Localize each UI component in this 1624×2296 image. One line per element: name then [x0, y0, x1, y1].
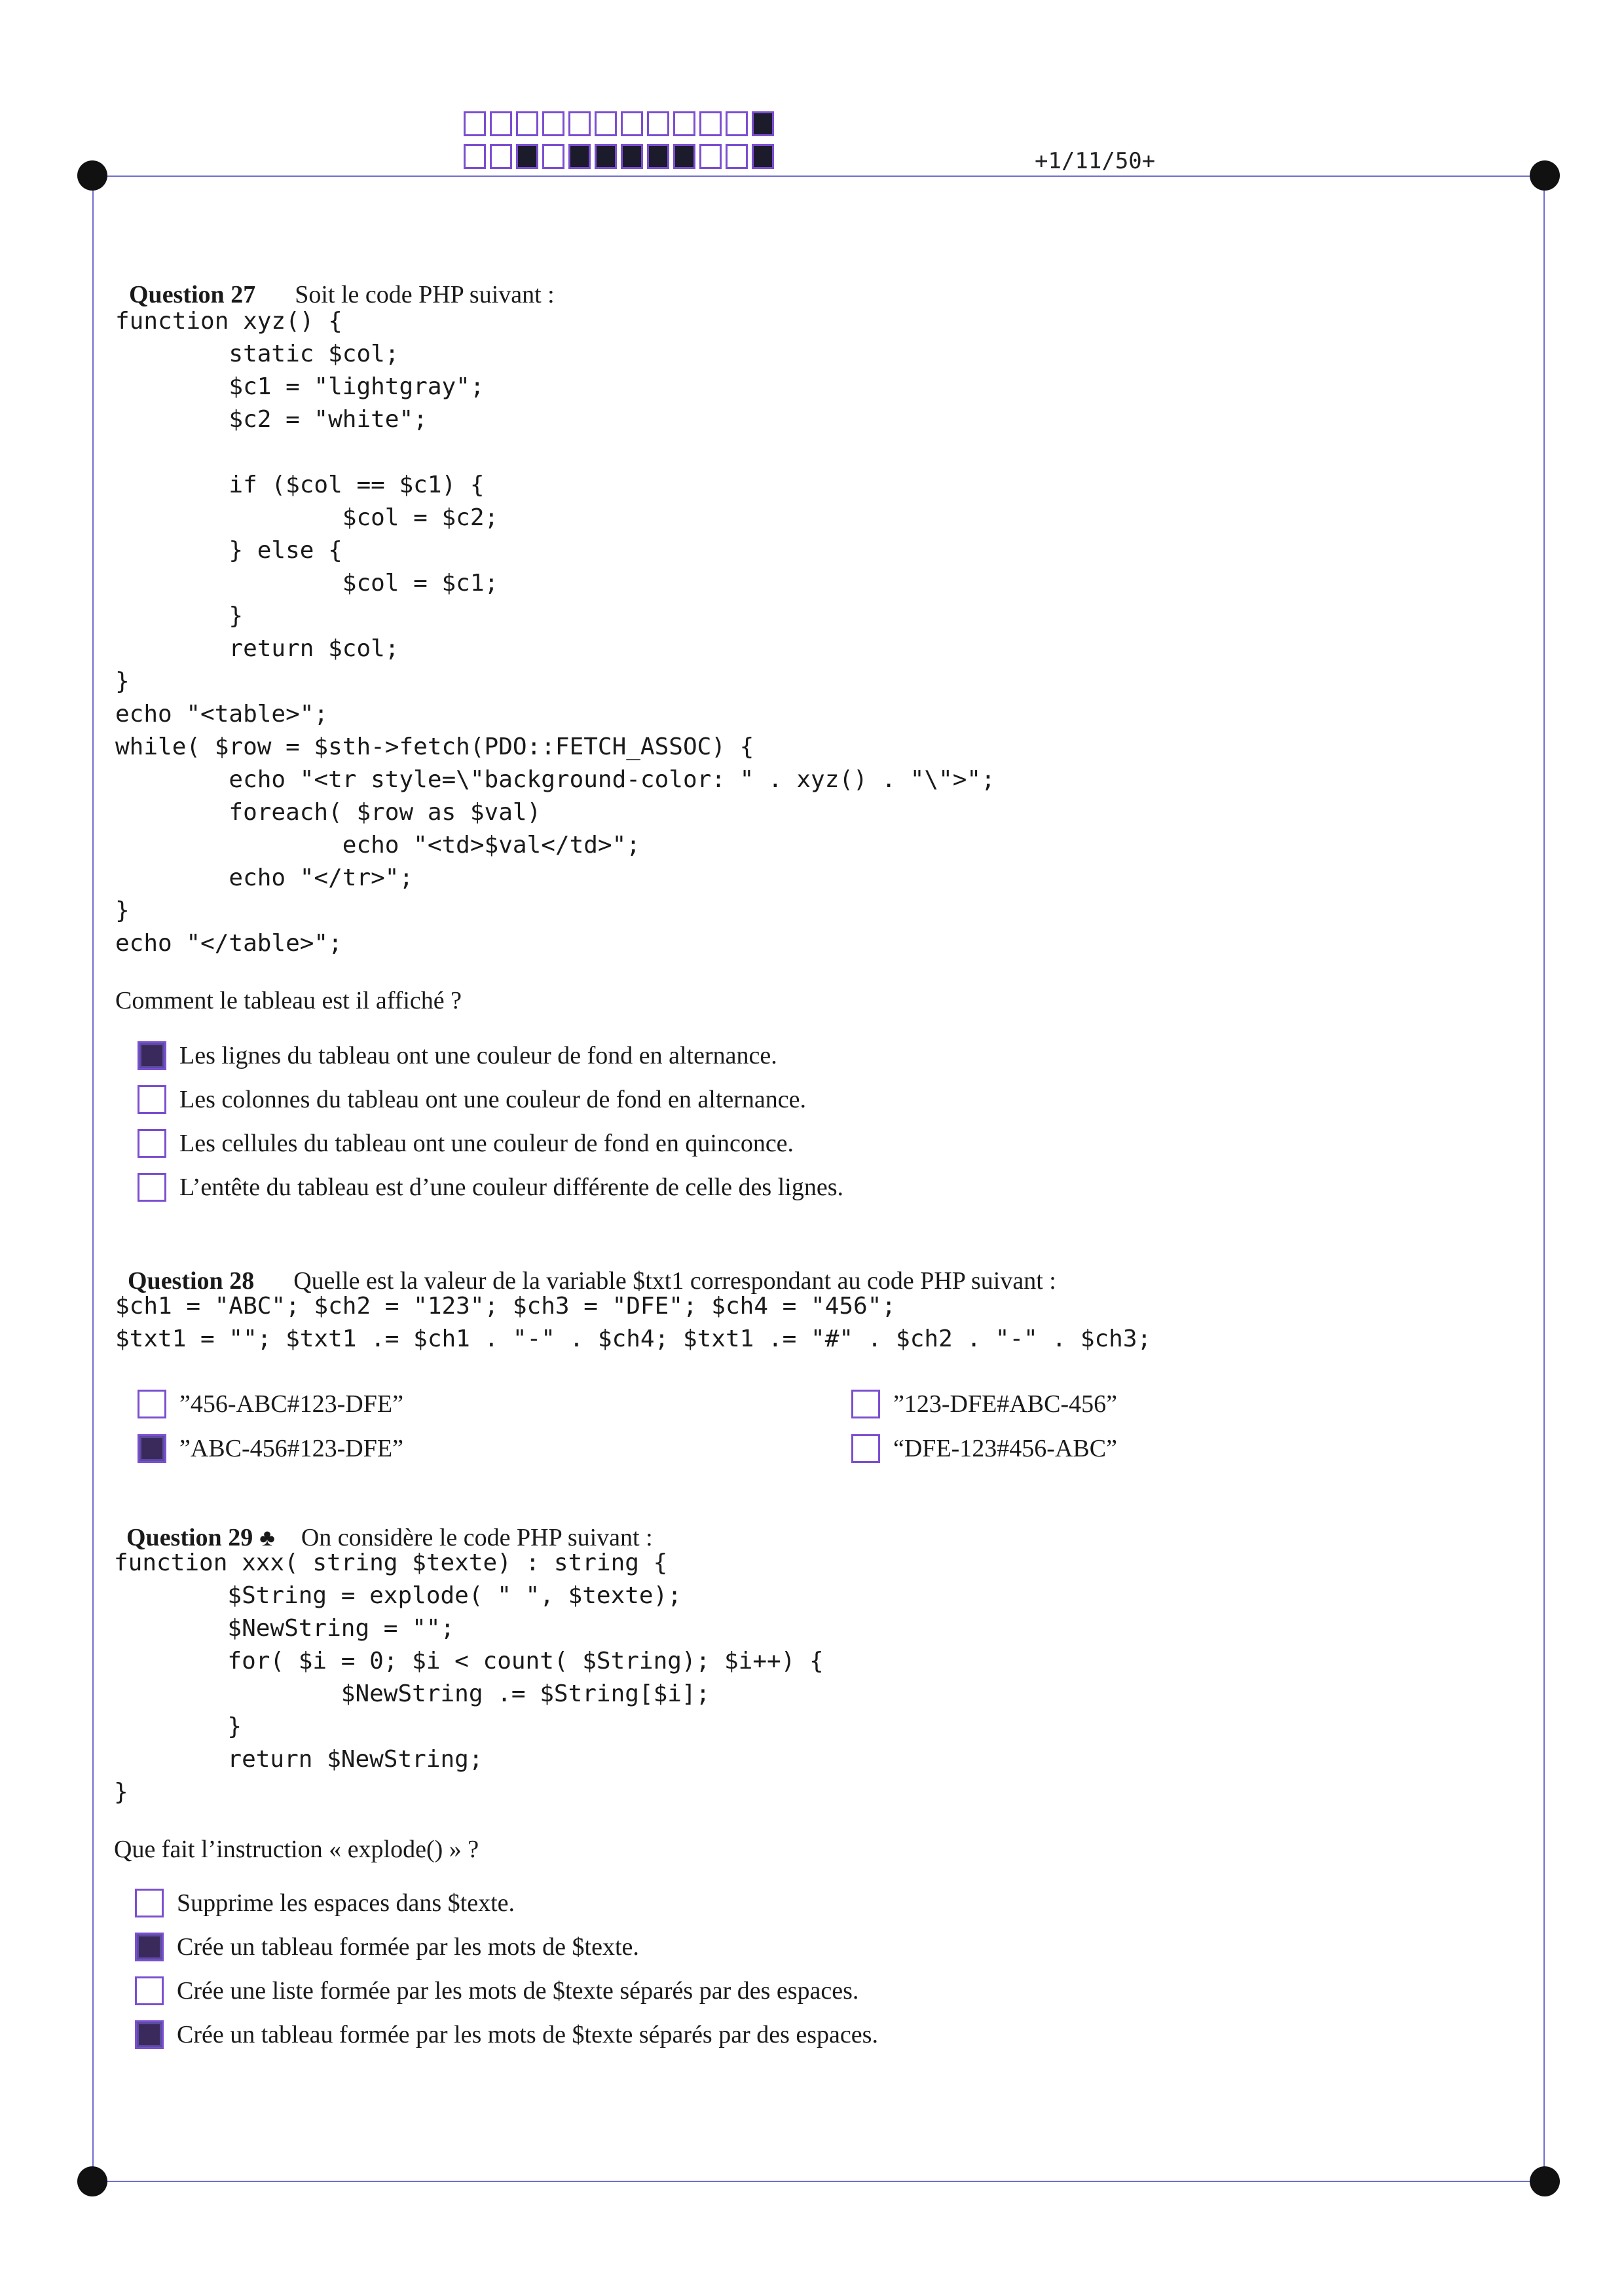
- q28-option-1-label: ”456-ABC#123-DFE”: [179, 1390, 403, 1418]
- q29-option-3[interactable]: [135, 1976, 858, 2005]
- q29-option-4-label: Crée un tableau formée par les mots de $texte séparés par des espaces.: [177, 2021, 878, 2048]
- q27-checkbox-1[interactable]: [138, 1041, 166, 1070]
- question-28-code: $ch1 = "ABC"; $ch2 = "123"; $ch3 = "DFE"; $ch4 = "456"; $txt1 = ""; $txt1 .= $ch1 . "-" . $ch4; $txt1 .= "#" . $ch2 . "-" . $ch3;: [115, 1293, 1152, 1352]
- id-row-1-cell-9: [673, 111, 695, 136]
- id-row-2-cell-10: [699, 144, 722, 169]
- question-27-code: function xyz() { static $col; $c1 = "lightgray"; $c2 = "white"; if ($col == $c1) { $col = $c2; } else { $col = $c1; } return $col; } echo "<table>"; while( $row = $sth->fetch(PDO::FETCH_ASSOC) { echo "<tr style=\"background-color: " . xyz() . "\">"; foreach( $row as $val) echo "<td>$val</td>"; echo "</tr>"; } echo "</table>";: [115, 308, 995, 957]
- id-row-2-cell-9: [673, 144, 695, 169]
- question-29-heading: [114, 1494, 653, 1552]
- q28-option-3[interactable]: [138, 1434, 403, 1463]
- q29-option-4[interactable]: [135, 2020, 878, 2049]
- id-row-2-cell-1: [464, 144, 486, 169]
- club-icon: ♣: [259, 1525, 275, 1551]
- id-row-1-cell-1: [464, 111, 486, 136]
- q28-checkbox-2[interactable]: [851, 1390, 880, 1418]
- q28-option-1[interactable]: [138, 1390, 403, 1418]
- question-27-heading: [117, 251, 555, 309]
- id-row-1-cell-4: [542, 111, 564, 136]
- student-id-row-1: [464, 111, 778, 139]
- question-28-text: Quelle est la valeur de la variable $txt1 correspondant au code PHP suivant :: [293, 1267, 1056, 1295]
- corner-marker-bottom-left: [77, 2166, 107, 2196]
- id-row-2-cell-6: [595, 144, 617, 169]
- q27-option-3-label: Les cellules du tableau ont une couleur de fond en quinconce.: [179, 1130, 794, 1157]
- student-id-row-2: [464, 144, 778, 172]
- q29-checkbox-3[interactable]: [135, 1976, 164, 2005]
- q29-option-2[interactable]: [135, 1933, 639, 1961]
- question-27-prompt: Comment le tableau est il affiché ?: [115, 987, 462, 1014]
- q29-option-3-label: Crée une liste formée par les mots de $texte séparés par des espaces.: [177, 1977, 859, 2005]
- corner-marker-top-left: [77, 160, 107, 191]
- q27-checkbox-3[interactable]: [138, 1129, 166, 1158]
- id-row-1-cell-7: [621, 111, 643, 136]
- q28-option-4-label: “DFE-123#456-ABC”: [893, 1435, 1117, 1462]
- id-row-1-cell-6: [595, 111, 617, 136]
- q28-option-2[interactable]: [851, 1390, 1117, 1418]
- question-29-code: function xxx( string $texte) : string { $String = explode( " ", $texte); $NewString = ""; for( $i = 0; $i < count( $String); $i++) { $NewString .= $String[$i]; } return $NewString; }: [114, 1549, 824, 1805]
- q27-option-1[interactable]: [138, 1041, 777, 1070]
- q27-option-2-label: Les colonnes du tableau ont une couleur de fond en alternance.: [179, 1086, 807, 1113]
- question-27-text: Soit le code PHP suivant :: [295, 281, 555, 308]
- q27-checkbox-4[interactable]: [138, 1173, 166, 1202]
- question-27-label: Question 27: [129, 281, 256, 308]
- q28-checkbox-3[interactable]: [138, 1434, 166, 1463]
- id-row-1-cell-10: [699, 111, 722, 136]
- id-row-2-cell-11: [726, 144, 748, 169]
- q27-option-2[interactable]: [138, 1085, 806, 1114]
- id-row-2-cell-12: [752, 144, 774, 169]
- id-row-1-cell-11: [726, 111, 748, 136]
- id-row-1-cell-12: [752, 111, 774, 136]
- id-row-2-cell-5: [568, 144, 591, 169]
- q28-checkbox-1[interactable]: [138, 1390, 166, 1418]
- q29-checkbox-2[interactable]: [135, 1933, 164, 1961]
- id-row-2-cell-3: [516, 144, 538, 169]
- id-row-1-cell-3: [516, 111, 538, 136]
- q29-option-2-label: Crée un tableau formée par les mots de $texte.: [177, 1933, 639, 1961]
- id-row-2-cell-4: [542, 144, 564, 169]
- q28-option-3-label: ”ABC-456#123-DFE”: [179, 1435, 403, 1462]
- q28-checkbox-4[interactable]: [851, 1434, 880, 1463]
- id-row-1-cell-8: [647, 111, 669, 136]
- q27-checkbox-2[interactable]: [138, 1085, 166, 1114]
- q29-checkbox-4[interactable]: [135, 2020, 164, 2049]
- q27-option-4[interactable]: [138, 1173, 843, 1202]
- question-29-prompt: Que fait l’instruction « explode() » ?: [114, 1836, 479, 1863]
- id-row-1-cell-2: [490, 111, 512, 136]
- q27-option-3[interactable]: [138, 1129, 794, 1158]
- q29-option-1[interactable]: [135, 1889, 515, 1917]
- question-29-label: Question 29: [126, 1524, 253, 1551]
- q27-option-1-label: Les lignes du tableau ont une couleur de fond en alternance.: [179, 1042, 777, 1069]
- question-28-label: Question 28: [128, 1267, 255, 1295]
- q29-checkbox-1[interactable]: [135, 1889, 164, 1917]
- q27-option-4-label: L’entête du tableau est d’une couleur différente de celle des lignes.: [179, 1174, 843, 1201]
- id-row-2-cell-8: [647, 144, 669, 169]
- id-row-1-cell-5: [568, 111, 591, 136]
- corner-marker-top-right: [1530, 160, 1560, 191]
- id-row-2-cell-2: [490, 144, 512, 169]
- page-identifier: +1/11/50+: [1035, 148, 1156, 174]
- question-29-text: On considère le code PHP suivant :: [301, 1524, 653, 1551]
- q28-option-2-label: ”123-DFE#ABC-456”: [893, 1390, 1117, 1418]
- corner-marker-bottom-right: [1530, 2166, 1560, 2196]
- q28-option-4[interactable]: [851, 1434, 1117, 1463]
- question-28-heading: [115, 1238, 1056, 1295]
- id-row-2-cell-7: [621, 144, 643, 169]
- q29-option-1-label: Supprime les espaces dans $texte.: [177, 1889, 515, 1917]
